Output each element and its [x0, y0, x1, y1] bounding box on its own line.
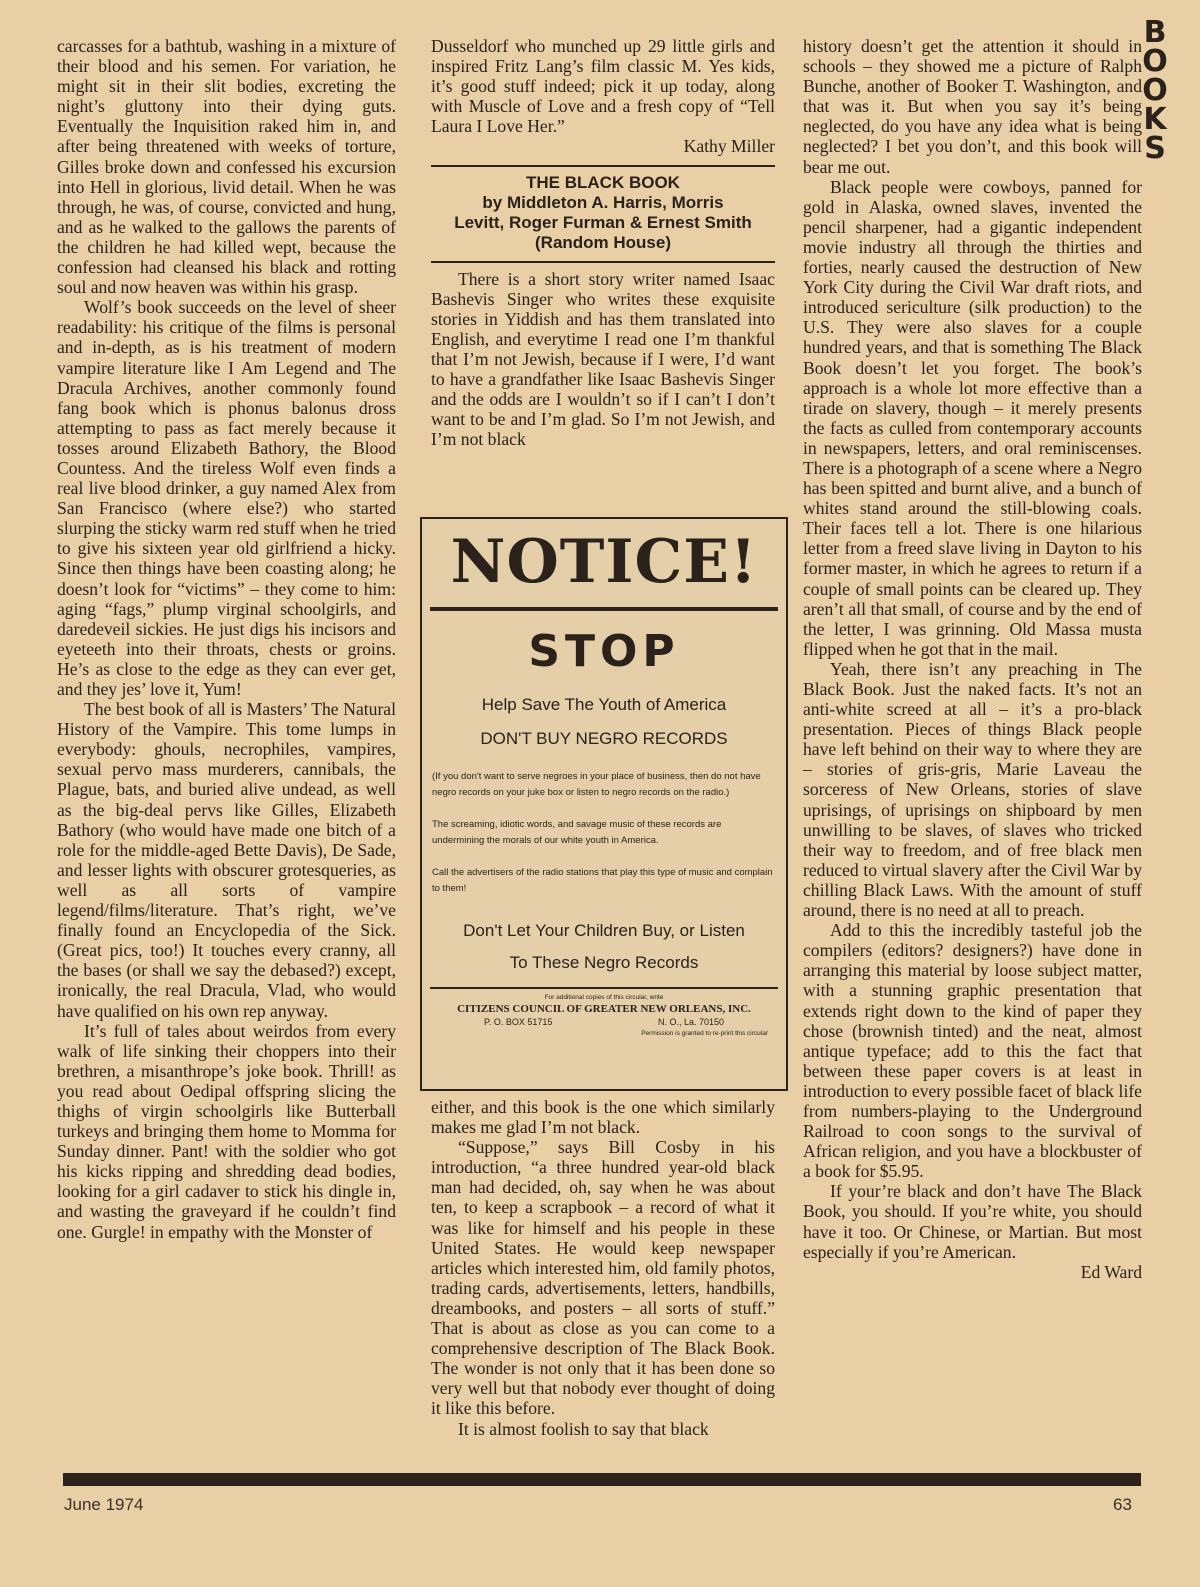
paragraph: “Suppose,” says Bill Cosby in his introduction, “a three hundred year-old black man had decided, oh, say when he was about ten, to keep a scrapbook – a record of what it was like for himself and his people in these United States. He would keep newspaper articles which interested him, old family photos, trading cards, advertisements, letters, handbills, dreambooks, and posters – all sorts of stuff.” That is about as close as you can come to a comprehensive description of The Black Book. The wonder is not only that it has been done so very well but that nobody ever thought of doing it like this before.: [431, 1137, 775, 1419]
section-tab-letter: O: [1142, 73, 1168, 108]
paragraph: Add to this the incredibly tasteful job the compilers (editors? designers?) have done in arranging this material by loose subject matter, with a stunning graphic presentation that extends right down to the kind of paper they chose (brownish tinted) and the neat, almost antique typeface; add to this the fact that between these paper covers is at least in introduction to every possible facet of black life from numbers-playing to the Underground Railroad to coon songs to the survival of African religion, and you have a blockbuster of a book for $5.95.: [803, 920, 1142, 1182]
divider: [430, 987, 778, 989]
paragraph: There is a short story writer named Isaac Bashevis Singer who writes these exquisite stories in Yiddish and has them translated into English, and everytime I read one I’m thankful that I’m not Jewish, because if I were, I’d want to have a grandfather like Isaac Bashevis Singer and the odds are I wouldn’t so if I can’t I don’t want to be and I’m glad. So I’m not Jewish, and I’m not black: [431, 268, 775, 450]
section-tab-letter: K: [1143, 102, 1167, 137]
paragraph: Dusseldorf who munched up 29 little girls and inspired Fritz Lang’s film classic M. Yes kids, it’s good stuff indeed; pick it up today, along with Muscle of Love and a fresh copy of “Tell Laura I Love Her.”: [431, 36, 775, 137]
paragraph: Black people were cowboys, panned for gold in Alaska, owned slaves, invented the pencil sharpener, had a gigantic independent movie industry all through the thirties and forties, nearly caused the destruction of New York City during the Civil War draft riots, and introduced sericulture (silk production) to the U.S. They were also slaves for a couple hundred years, and that is something The Black Book doesn’t let you forget. The book’s approach is a whole lot more effective than a tirade on slavery, though – it merely presents the facts as culled from contemporary accounts in newspapers, letters, and oral reminiscenses. There is a photograph of a scene where a Negro has been spitted and burnt alive, and a bunch of whites stand around the still-blowing coals. Their faces tell a lot. There is one hilarious letter from a freed slave living in Dayton to his former master, in which he agrees to return if a couple of small points can be cleared up. They aren’t all that small, of course and by the end of the letter, I was grinning. Old Massa musta flipped when he got that in the mail.: [803, 176, 1142, 659]
section-tab-books: [1142, 15, 1168, 166]
paragraph: The best book of all is Masters’ The Natural History of the Vampire. This tome lumps in everybody: ghouls, necrophiles, vampires, sexual pervo mass murderers, cannibals, the Plague, bats, and buried alive undead, as well as the big-deal pervs like Gilles, Elizabeth Bathory (who would have made one bitch of a role for the middle-aged Bette Davis), De Sade, and lesser lights with obscurer grotesqueries, as well as all sorts of vampire legend/films/literature. That’s right, we’ve finally found an Encyclopedia of the Sick. (Great pics, too!) It touches every cranny, all the bases (or shall we say the debased?) except, ironically, the real Dracula, Vlad, who would have qualified on his own rep anyway.: [57, 699, 396, 1021]
notice-flyer: [420, 517, 788, 1091]
divider: [430, 607, 778, 611]
divider: [431, 261, 775, 263]
notice-city: N. O., La. 70150: [657, 1017, 724, 1027]
paragraph: It’s full of tales about weirdos from every walk of life sinking their choppers into their brethren, a misanthrope’s joke book. Thrill! as you read about Oedipal offspring slicing the thighs of virgin schoolgirls like Butterball turkeys and bringing them home to Momma for Sunday dinner. Pant! with the soldier who got his kicks ripping and shredding dead bodies, looking for a girl cadaver to stick his dingle in, and wasting the graveyard if he couldn’t find one. Gurgle! in empathy with the Monster of: [57, 1020, 396, 1242]
notice-address: [422, 1016, 786, 1029]
footer-date: June 1974: [64, 1495, 144, 1514]
page-number: 63: [1113, 1495, 1132, 1514]
review-authors: by Middleton A. Harris, Morris: [482, 192, 724, 212]
author-signature: Ed Ward: [1080, 1261, 1142, 1282]
paragraph: If your’re black and don’t have The Black Book, you should. If you’re white, you should have it too. Or Chinese, or Martian. But most especially if you’re American.: [803, 1181, 1142, 1262]
divider: [431, 165, 775, 167]
column-2-top: [431, 36, 775, 449]
review-title: THE BLACK BOOK: [526, 172, 680, 192]
notice-title: NOTICE!: [450, 527, 758, 597]
notice-tiny-text: For additional copies of this circular, write: [544, 994, 664, 1001]
paragraph: It is almost foolish to say that black: [458, 1418, 709, 1439]
review-publisher: (Random House): [535, 232, 671, 252]
notice-permission: Permission is granted to re-print this circular: [641, 1030, 768, 1037]
section-tab-letter: B: [1143, 15, 1167, 50]
notice-big-text: Don't Let Your Children Buy, or Listen: [463, 921, 745, 940]
column-1: [57, 36, 396, 1242]
notice-small-text: (If you don't want to serve negroes in your place of business, then do not have negro records on your juke box or listen to negro records on the radio.): [432, 771, 761, 798]
notice-council: CITIZENS COUNCIL OF GREATER NEW ORLEANS, INC.: [457, 1003, 751, 1015]
section-tab-letter: O: [1142, 44, 1168, 79]
notice-small-text: Call the advertisers of the radio stations that play this type of music and complain to them!: [432, 867, 773, 894]
paragraph: Wolf’s book succeeds on the level of sheer readability: his critique of the films is personal and in-depth, as is his treatment of modern vampire literature like I Am Legend and The Dracula Archives, another commonly found fang book which is phonus balonus dross attempting to pass as fact merely because it tosses around Elizabeth Bathory, the Blood Countess. And the tireless Wolf even finds a real live blood drinker, a guy named Alex from San Francisco (where else?) who started slurping the sticky warm red stuff when he tried to give his sixteen year old girlfriend a hicky. Since then things have been coasting along; he doesn’t look for “victims” – they come to him: aging “fags,” plump virginal schoolgirls, and daredeveil sickies. He just digs his incisors and eyeteeth into their throats, chests or groins. He’s as close to the edge as they can ever get, and they jes’ love it, Yum!: [57, 297, 396, 699]
paragraph: Yeah, there isn’t any preaching in The Black Book. Just the naked facts. It’s not an anti-white screed at all – it’s a pro-black presentation. Pieces of things Black people have left behind on their way to where they are – stories of gris-gris, Marie Laveau the sorceress of New Orleans, stories of slave uprisings, of uprisings on shipboard by men unwilling to be slaves, of slaves who tricked their way to freedom, and of free black men reduced to virtual slavery after the Civil War by chilling Black Laws. With the amount of stuff around, there is no need at all to preach.: [803, 658, 1142, 921]
section-tab-letter: S: [1144, 131, 1166, 166]
column-3: [803, 36, 1142, 1282]
column-2-bottom: [431, 1097, 775, 1439]
review-heading: [431, 173, 775, 253]
paragraph: carcasses for a bathtub, washing in a mixture of their blood and his semen. For variation, he might sit in their slit bodies, excreting the night’s gluttony into their dying guts. Eventually the Inquisition raked him in, and after being threatened with weeks of torture, Gilles broke down and confessed his excursion into Hell in glorious, livid detail. When he was through, he was, of course, convicted and hung, and as he walked to the gallows the parents of the children he had killed wept, because the confession had cleansed his black and rotting soul and now heaven was within his grasp.: [57, 36, 396, 298]
paragraph: history doesn’t get the attention it should in schools – they showed me a picture of Ralph Bunche, another of Booker T. Washington, and that was it. But when you say it’s being neglected, do you have any idea what is being neglected? I bet you don’t, and this book will bear me out.: [803, 36, 1142, 177]
review-authors: Levitt, Roger Furman & Ernest Smith: [454, 212, 752, 232]
author-signature: Kathy Miller: [683, 136, 775, 157]
notice-line: Help Save The Youth of America: [481, 695, 727, 714]
notice-small-text: The screaming, idiotic words, and savage music of these records are undermining the morals of our white youth in America.: [432, 819, 722, 846]
notice-line: DON'T BUY NEGRO RECORDS: [480, 729, 728, 748]
footer-bar: [63, 1473, 1141, 1486]
notice-big-text: To These Negro Records: [509, 953, 699, 972]
notice-box: P. O. BOX 51715: [484, 1017, 553, 1027]
paragraph: either, and this book is the one which similarly makes me glad I’m not black.: [431, 1097, 775, 1138]
notice-stop: STOP: [528, 626, 680, 677]
